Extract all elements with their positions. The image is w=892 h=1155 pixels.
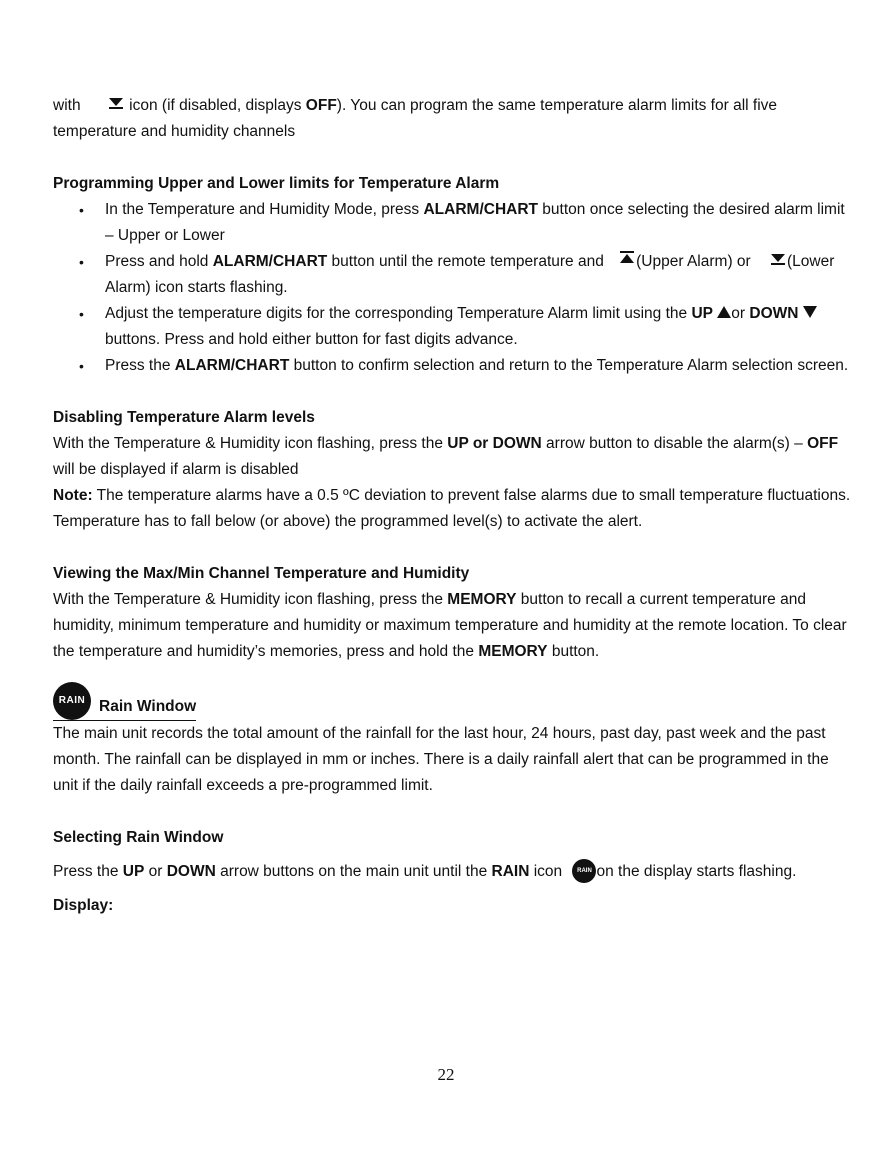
rain-paragraph: The main unit records the total amount of the rainfall for the last hour, 24 hours, past day, past week and the past month. The rainfall can be displayed in mm or inches. There is a daily rainfall alert that can be programmed in the unit if the daily rainfall exceeds a pre-programmed limit. <box>53 725 829 795</box>
intro-text: icon (if disabled, displays <box>124 97 306 115</box>
display-label: Display: <box>53 897 114 915</box>
off-text: OFF <box>305 97 337 115</box>
list-item: • In the Temperature and Humidity Mode, press ALARM/CHART button once selecting the desired alarm limit – Upper or Lower <box>105 197 853 249</box>
prog-heading: Programming Upper and Lower limits for Temperature Alarm <box>53 175 500 193</box>
intro-text: ). You can program the same temperature alarm limits for all five temperature and humidity channels <box>53 97 778 141</box>
select-heading: Selecting Rain Window <box>53 829 224 847</box>
rain-label: RAIN <box>491 863 530 881</box>
rain-title-row <box>53 675 853 721</box>
document-page <box>53 93 853 919</box>
alarm-chart-label: ALARM/CHART <box>423 201 538 219</box>
up-arrow-icon <box>717 301 731 327</box>
disable-heading: Disabling Temperature Alarm levels <box>53 409 315 427</box>
disable-paragraph: With the Temperature & Humidity icon flashing, press the UP or DOWN arrow button to disable the alarm(s) – OFF will be displayed if alarm is disabled <box>53 435 839 479</box>
alarm-chart-label: ALARM/CHART <box>212 253 328 271</box>
intro-text: with <box>53 97 85 115</box>
list-item: • Press the ALARM/CHART button to confirm selection and return to the Temperature Alarm selection screen. <box>105 353 853 379</box>
down-label: DOWN <box>749 305 799 323</box>
maxmin-heading: Viewing the Max/Min Channel Temperature and Humidity <box>53 565 470 583</box>
down-label: DOWN <box>166 863 216 881</box>
select-paragraph: Press the UP or DOWN arrow buttons on the main unit until the RAIN icon RAIN on the display starts flashing. <box>53 859 853 885</box>
intro-paragraph <box>53 93 853 145</box>
rain-icon: RAIN <box>53 682 91 720</box>
list-item: • Press and hold ALARM/CHART button until the remote temperature and (Upper Alarm) or (Lower Alarm) icon starts flashing. <box>105 249 853 301</box>
down-arrow-icon <box>803 301 817 327</box>
prog-list <box>53 197 853 379</box>
lower-alarm-icon <box>769 249 787 275</box>
page-number: 22 <box>437 1065 455 1084</box>
upper-alarm-icon <box>618 249 636 275</box>
lower-alarm-icon <box>107 93 125 119</box>
up-label: UP <box>122 863 145 881</box>
rain-window-title: Rain Window <box>99 698 197 716</box>
up-label: UP <box>691 305 713 323</box>
alarm-chart-label: ALARM/CHART <box>174 357 290 375</box>
note-label: Note: <box>53 487 93 505</box>
rain-small-icon: RAIN <box>572 859 596 883</box>
note-paragraph: Note: The temperature alarms have a 0.5 ºC deviation to prevent false alarms due to small temperature fluctuations. Temperature has to fall below (or above) the programmed level(s) to activate the alert. <box>53 487 851 531</box>
rain-title-underline <box>53 682 196 721</box>
list-item: • Adjust the temperature digits for the corresponding Temperature Alarm limit using the UP or DOWN buttons. Press and hold either button for fast digits advance. <box>105 301 853 353</box>
maxmin-paragraph: With the Temperature & Humidity icon flashing, press the MEMORY button to recall a current temperature and humidity, minimum temperature and humidity or maximum temperature and humidity at the remote location. To clear the temperature and humidity’s memories, press and hold the MEMORY button. <box>53 591 847 661</box>
